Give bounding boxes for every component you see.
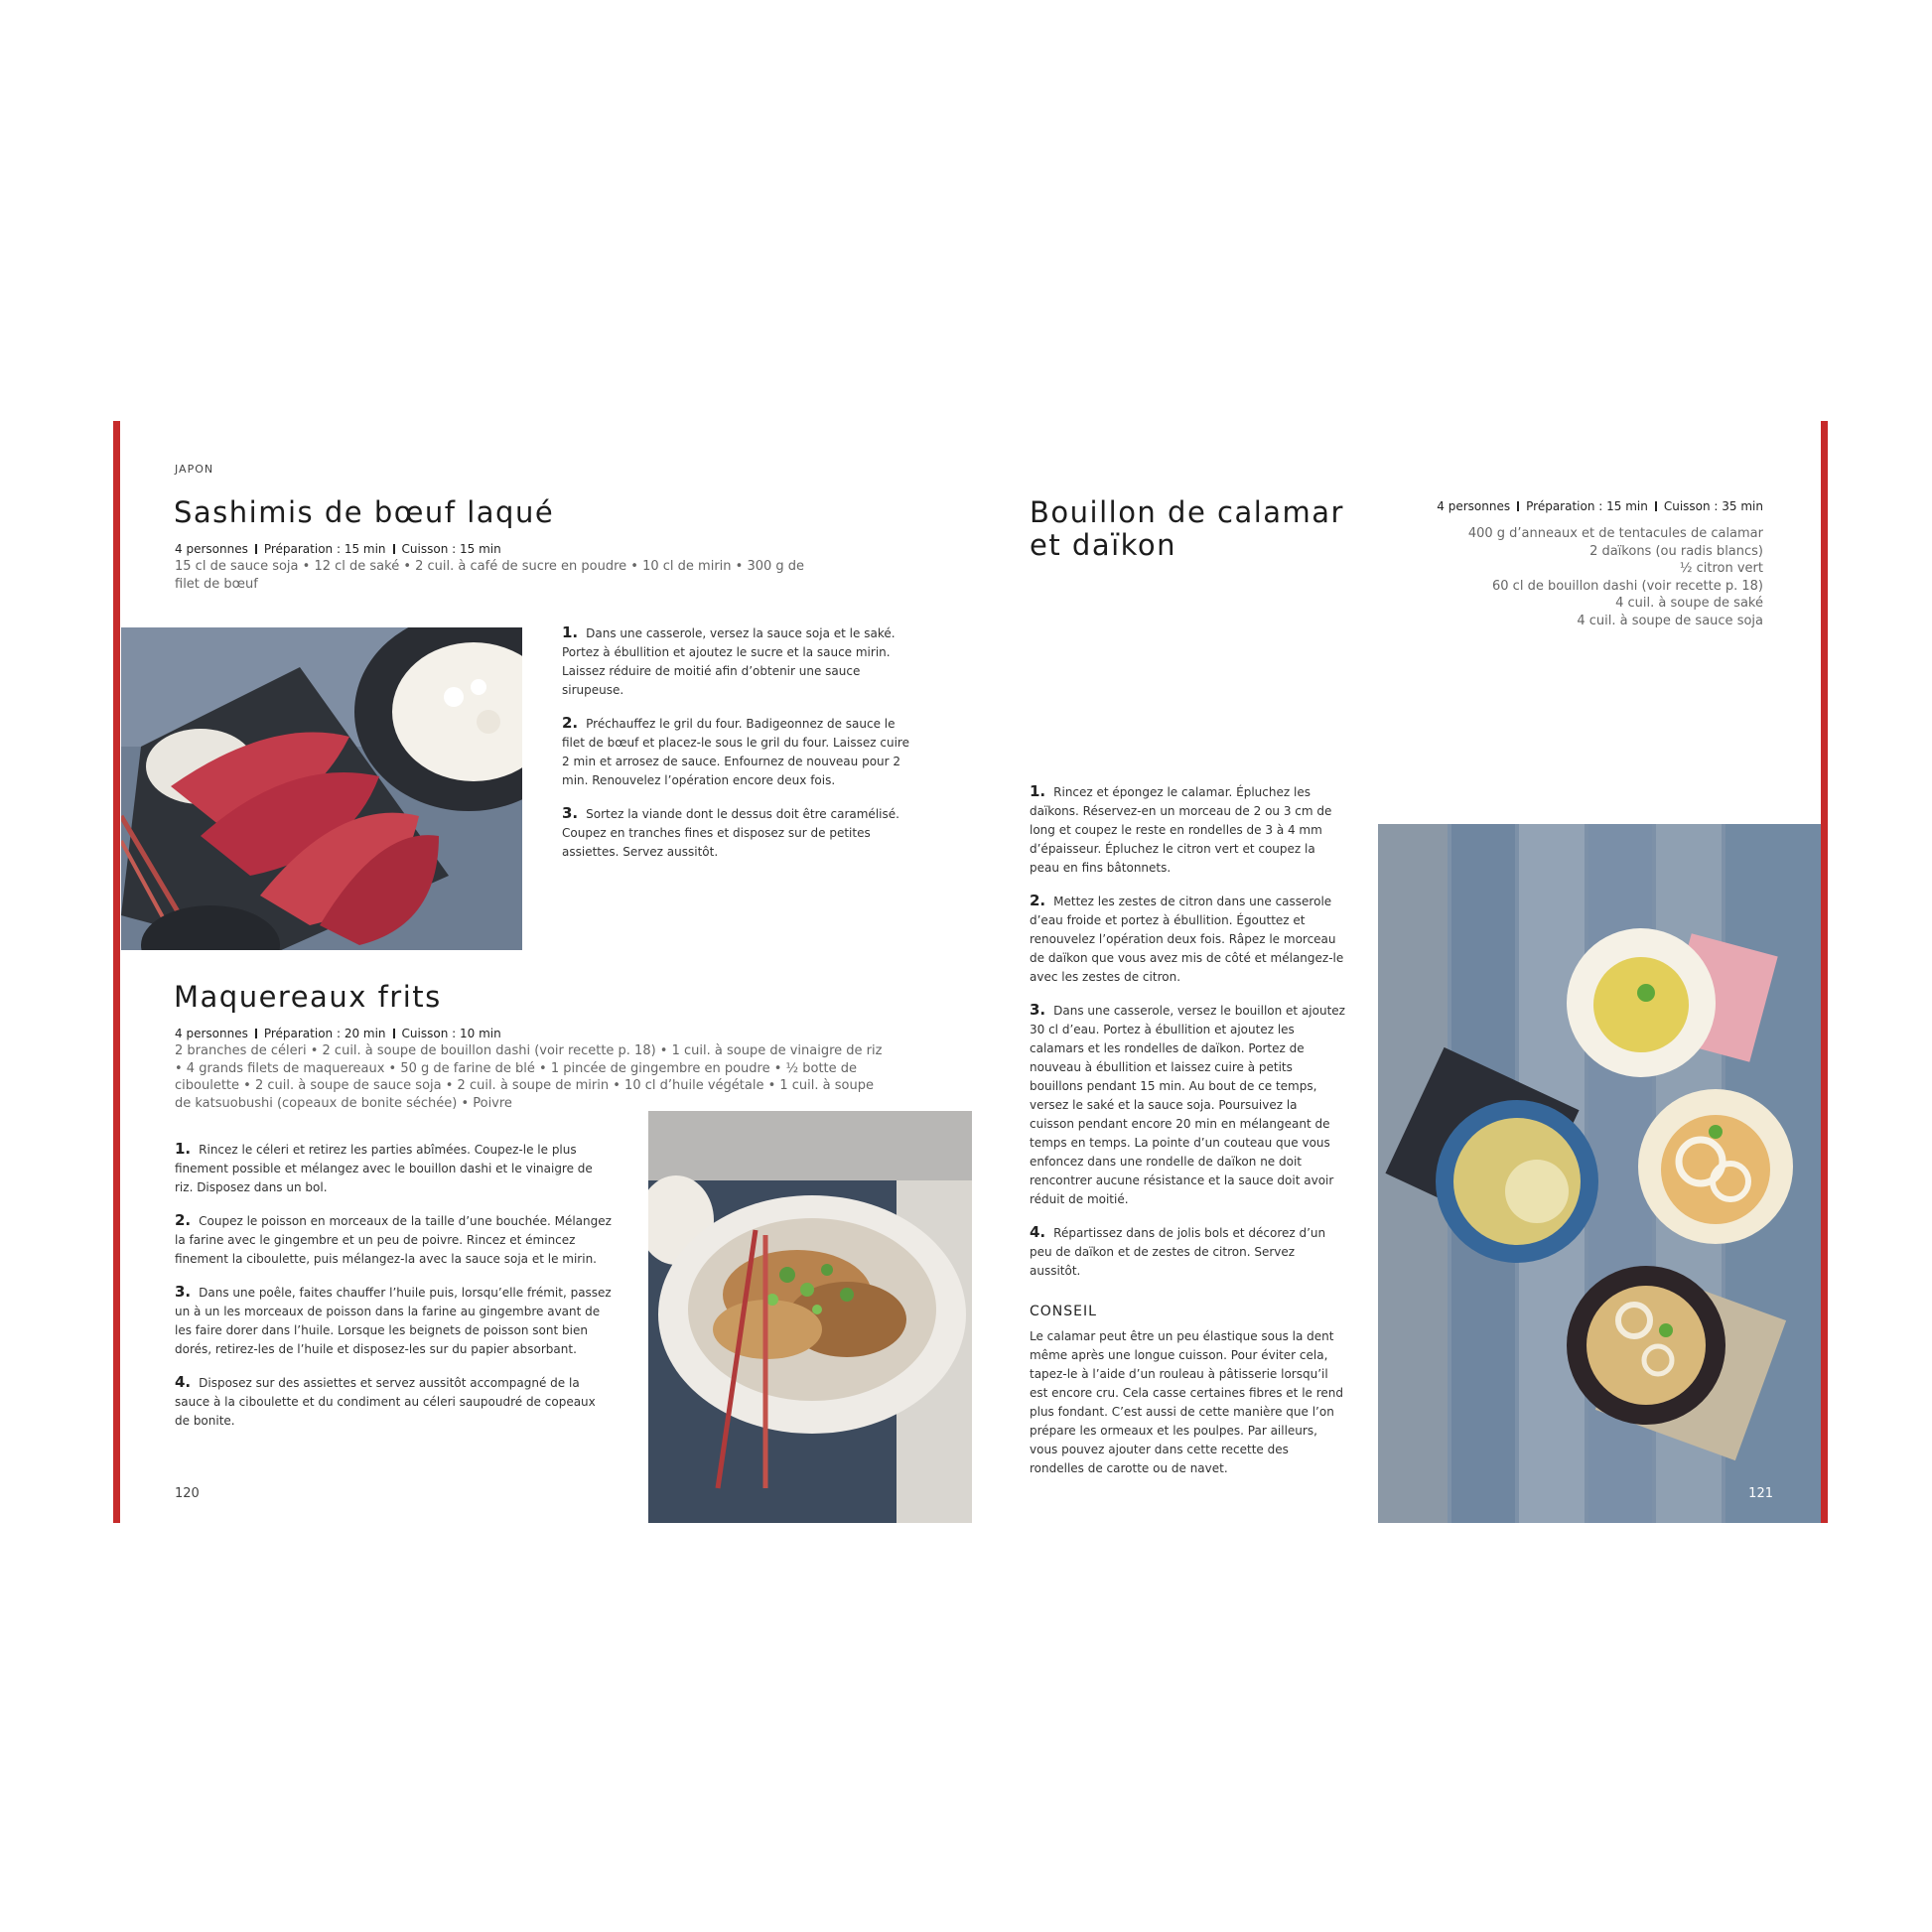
step [175,1373,612,1431]
page-number-left: 120 [175,1486,200,1501]
step-number: 3. [1030,1001,1046,1019]
step-text: Rincez le céleri et retirez les parties abîmées. Coupez-le le plus finement possible et mélangez avec le bouillon dashi et le vinaigre de riz. Disposez dans un bol. [175,1143,593,1194]
steps-sashimis [562,623,909,876]
ingredients-list: 15 cl de sauce soja • 12 cl de saké • 2 cuil. à café de sucre en poudre • 10 cl de mirin • 300 g de filet de bœuf [175,559,805,592]
step-number: 3. [562,804,579,822]
separator [393,544,395,554]
step-number: 2. [562,714,579,732]
tip-title: CONSEIL [1030,1304,1097,1319]
step-text: Dans une casserole, versez la sauce soja et le saké. Portez à ébullition et ajoutez le sucre et la sauce mirin. Laissez réduire de moitié afin d’obtenir une sauce sirupeuse. [562,626,896,697]
right-page-edge [1821,421,1828,1523]
fried-mackerel-photo [648,1111,972,1523]
cook-time: Cuisson : 35 min [1663,499,1763,513]
beef-sashimi-photo [121,627,522,950]
step [562,804,909,862]
step-number: 2. [1030,892,1046,909]
tip-text: Le calamar peut être un peu élastique sous la dent même après une longue cuisson. Pour éviter cela, tapez-le à l’aide d’un rouleau à pâtisserie lorsqu’il est encore cru. Cela casse certaines fibres et le rend plus fondant. C’est aussi de cette manière que l’on prépare les ormeaux et les poulpes. Par ailleurs, vous pouvez ajouter dans cette recette des rondelles de carotte ou de navet. [1030,1329,1343,1475]
separator [393,1029,395,1038]
prep-time: Préparation : 20 min [263,1027,386,1040]
ingredient: 60 cl de bouillon dashi (voir recette p. 18) [1492,578,1763,594]
ingredient: ½ citron vert [1679,561,1763,576]
step-number: 1. [175,1140,192,1158]
step-number: 1. [562,623,579,641]
recipe-meta [175,542,501,556]
left-page-edge [113,421,120,1523]
step-text: Rincez et épongez le calamar. Épluchez les daïkons. Réservez-en un morceau de 2 ou 3 cm de long et coupez le reste en rondelles de 3 à 4 mm d’épaisseur. Épluchez le citron vert et coupez la peau en fins bâtonnets. [1030,785,1332,875]
step [562,714,909,790]
recipe-meta [175,1027,501,1040]
recipe-title-maquereaux: Maquereaux frits [174,980,442,1014]
step [175,1211,612,1269]
ingredients-list: 2 branches de céleri • 2 cuil. à soupe de bouillon dashi (voir recette p. 18) • 1 cuil. à soupe de vinaigre de riz • 4 grands filets de maquereaux • 50 g de farine de blé • 1 pincée de gingembre en poudre • ½ botte de ciboulette • 2 cuil. à soupe de sauce soja • 2 cuil. à soupe de mirin • 10 cl d’huile végétale • 1 cuil. à soupe de katsuobushi (copeaux de bonite séchée) • Poivre [175,1043,883,1111]
step [1030,1001,1345,1209]
servings: 4 personnes [1437,499,1511,513]
separator [1517,501,1519,511]
prep-time: Préparation : 15 min [1526,499,1648,513]
steps-maquereaux [175,1140,612,1445]
separator [255,544,257,554]
step-number: 3. [175,1283,192,1301]
step [175,1140,612,1197]
step-text: Mettez les zestes de citron dans une casserole d’eau froide et portez à ébullition. Égouttez et renouvelez l’opération deux fois. Râpez le morceau de daïkon que vous avez mis de côté et mélangez-le avec les zestes de citron. [1030,895,1344,984]
step-text: Dans une poêle, faites chauffer l’huile puis, lorsqu’elle frémit, passez un à un les morceaux de poisson dans la farine au gingembre avant de les faire dorer dans l’huile. Lorsque les beignets de poisson sont bien dorés, retirez-les de l’huile et disposez-les sur du papier absorbant. [175,1286,612,1356]
step-text: Sortez la viande dont le dessus doit être caramélisé. Coupez en tranches fines et disposez sur de petites assiettes. Servez aussitôt. [562,807,899,859]
steps-bouillon [1030,782,1345,1478]
step-number: 4. [175,1373,192,1391]
servings: 4 personnes [175,542,248,556]
recipe-meta [1437,499,1763,513]
page-number-right: 121 [1748,1486,1773,1501]
step [1030,892,1345,987]
ingredient: 2 daïkons (ou radis blancs) [1589,543,1763,559]
step-text: Dans une casserole, versez le bouillon et ajoutez 30 cl d’eau. Portez à ébullition et ajoutez les calamars et les rondelles de daïkon. Portez de nouveau à ébullition et laissez cuire à petits bouillons pendant 15 min. Au bout de ce temps, versez le saké et la sauce soja. Poursuivez la cuisson pendant encore 20 min en mélangeant de temps en temps. La pointe d’un couteau que vous enfoncez dans une rondelle de daïkon ne doit rencontrer aucune résistance et la sauce doit avoir réduit de moitié. [1030,1004,1345,1206]
step [175,1283,612,1359]
separator [255,1029,257,1038]
step-number: 4. [1030,1223,1046,1241]
ingredient: 400 g d’anneaux et de tentacules de calamar [1467,526,1763,541]
servings: 4 personnes [175,1027,248,1040]
step [562,623,909,700]
prep-time: Préparation : 15 min [263,542,386,556]
step-text: Répartissez dans de jolis bols et décorez d’un peu de daïkon et de zestes de citron. Servez aussitôt. [1030,1226,1326,1278]
step-text: Préchauffez le gril du four. Badigeonnez de sauce le filet de bœuf et placez-le sous le gril du four. Laissez cuire 2 min et arrosez de sauce. Enfournez de nouveau pour 2 min. Renouvelez l’opération encore deux fois. [562,717,909,787]
step-text: Coupez le poisson en morceaux de la taille d’une bouchée. Mélangez la farine avec le gingembre et un peu de poivre. Rincez et émincez finement la ciboulette, puis mélangez-la avec la sauce soja et le mirin. [175,1214,612,1266]
squid-broth-photo [1378,824,1821,1523]
recipe-title-bouillon [1030,496,1344,563]
title-line: et daïkon [1030,528,1177,563]
ingredient: 4 cuil. à soupe de saké [1615,596,1763,611]
ingredient: 4 cuil. à soupe de sauce soja [1577,613,1763,628]
step [1030,1223,1345,1281]
cook-time: Cuisson : 15 min [401,542,501,556]
ingredients-list [1346,525,1763,629]
step-number: 2. [175,1211,192,1229]
separator [1655,501,1657,511]
region-label: JAPON [175,463,214,476]
title-line: Bouillon de calamar [1030,495,1344,529]
step-text: Disposez sur des assiettes et servez aussitôt accompagné de la sauce à la ciboulette et du condiment au céleri saupoudré de copeaux de bonite. [175,1376,596,1428]
cook-time: Cuisson : 10 min [401,1027,501,1040]
recipe-title-sashimis: Sashimis de bœuf laqué [174,495,555,529]
step [1030,782,1345,878]
step-number: 1. [1030,782,1046,800]
